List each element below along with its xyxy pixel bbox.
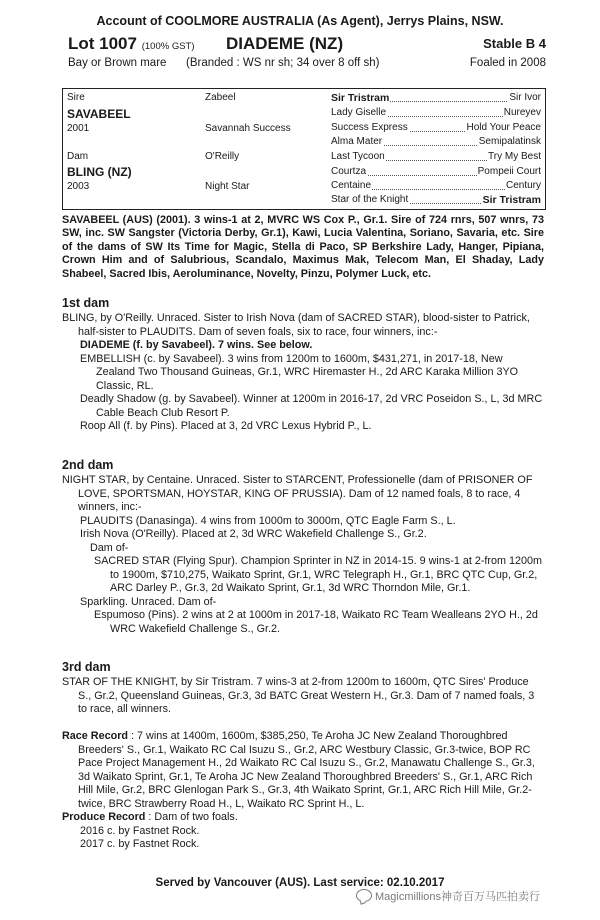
sire-dam: Savannah Success — [205, 123, 291, 134]
progeny-espumoso: Espumoso (Pins). 2 wins at 2 at 1000m in 2017-18, Waikato RC Team Wealleans 2YO H., 2d WRC Wakefield Challenge S., Gr.2. — [94, 609, 538, 635]
gen3-name: Last Tycoon — [331, 151, 385, 162]
progeny-sacred-star: SACRED STAR (Flying Spur). Champion Sprinter in NZ in 2014-15. 9 wins-1 at 2-from 1200m to 1900m, $710,275, Waikato Sprint, Gr.1, WRC Telegraph H., Gr.1, BRC QTC Cup, Gr.2, ARC Darley P., Gr.3, 2d Waikato Sprint, Gr.1, 3d WRC Thorndon Mile, Gr.1. — [94, 555, 543, 594]
produce-record-text: : Dam of two foals. — [148, 811, 238, 823]
gen3-row — [331, 151, 541, 164]
gst-note: (100% GST) — [141, 41, 195, 52]
gen3-sire: Sir Tristram — [482, 194, 541, 206]
gen3-name: Sir Tristram — [331, 92, 390, 104]
watermark-text: Magicmillions神奇百万马匹拍卖行 — [375, 891, 541, 903]
produce-record — [62, 811, 544, 825]
dam-name: BLING (NZ) — [67, 165, 132, 179]
third-dam-intro: STAR OF THE KNIGHT, by Sir Tristram. 7 wins-3 at 2-from 1200m to 1600m, QTC Sires' Produce S., Gr.2, Queensland Guineas, Gr.3, 3d BATC Great Western H., Gr.3. Dam of 7 named foals, 3 to race, all winners. — [62, 676, 535, 715]
gen3-sire: Century — [505, 180, 541, 191]
progeny-diademe: DIADEME (f. by Savabeel). 7 wins. See below. — [80, 339, 313, 351]
gen3-row — [331, 107, 541, 120]
brand-info: (Branded : WS nr sh; 34 over 8 off sh) — [186, 57, 380, 69]
gen3-sire: Semipalatinsk — [478, 136, 541, 147]
dam-of-note: Dam of- — [90, 541, 129, 554]
gen3-row — [331, 136, 541, 149]
dam-sire: O'Reilly — [205, 151, 240, 162]
gen3-name: Success Express — [331, 122, 408, 133]
gen3-row — [331, 194, 541, 207]
produce-item: 2016 c. by Fastnet Rock. — [80, 824, 200, 837]
second-dam-section — [62, 474, 544, 636]
dam-dam: Night Star — [205, 181, 250, 192]
horse-name: DIADEME (NZ) — [226, 34, 344, 53]
watermark — [356, 888, 540, 904]
gen3-row — [331, 92, 541, 105]
sire-label: Sire — [67, 92, 85, 103]
foaled-year: Foaled in 2008 — [469, 57, 546, 69]
sire-year: 2001 — [67, 123, 90, 134]
stable-location: Stable B 4 — [483, 36, 546, 51]
dam-year: 2003 — [67, 181, 90, 192]
gen3-name: Star of the Knight — [331, 194, 409, 205]
lot-number — [68, 34, 195, 54]
gen3-sire: Nureyev — [503, 107, 541, 118]
race-record — [62, 730, 544, 811]
second-dam-intro: NIGHT STAR, by Centaine. Unraced. Sister to STARCENT, Professionelle (dam of PRISONER OF LOVE, SPORTSMAN, HOYSTAR, KING OF PRUSSIA). Dam of 12 named foals, 8 to race, 4 winners, inc:- — [62, 474, 533, 513]
second-dam-heading: 2nd dam — [62, 458, 114, 472]
wechat-icon — [356, 889, 372, 902]
gen3-name: Alma Mater — [331, 136, 383, 147]
lot-line — [68, 34, 546, 56]
sex-colour: Bay or Brown mare — [68, 57, 167, 69]
gen3-row — [331, 166, 541, 179]
progeny-plaudits: PLAUDITS (Danasinga). 4 wins from 1000m to 3000m, QTC Eagle Farm S., L. — [80, 514, 456, 527]
dam-label: Dam — [67, 151, 89, 162]
progeny-irish-nova: Irish Nova (O'Reilly). Placed at 2, 3d WRC Wakefield Challenge S., Gr.2. — [80, 528, 427, 540]
first-dam-heading: 1st dam — [62, 296, 110, 310]
pedigree-box — [62, 88, 546, 210]
lot-label: Lot 1007 — [68, 34, 137, 53]
gen3-name: Lady Giselle — [331, 107, 387, 118]
gen3-sire: Sir Ivor — [509, 92, 541, 103]
gen3-sire: Try My Best — [488, 151, 541, 162]
gen3-row — [331, 122, 541, 135]
gen3-row — [331, 180, 541, 193]
third-dam-section — [62, 676, 544, 717]
race-record-label: Race Record — [62, 730, 129, 742]
produce-record-label: Produce Record — [62, 811, 146, 823]
race-record-section — [62, 730, 544, 852]
gen3-sire: Pompeii Court — [477, 166, 541, 177]
served-by-line: Served by Vancouver (AUS). Last service: 02.10.2017 — [155, 877, 445, 889]
sire-name: SAVABEEL — [67, 107, 131, 121]
first-dam-intro: BLING, by O'Reilly. Unraced. Sister to Irish Nova (dam of SACRED STAR), blood-sister to Patrick, half-sister to PLAUDITS. Dam of seven foals, six to race, four winners, inc:- — [62, 312, 530, 338]
produce-item: 2017 c. by Fastnet Rock. — [80, 838, 200, 850]
progeny-embellish: EMBELLISH (c. by Savabeel). 3 wins from 1200m to 1600m, $431,271, in 2017-18, New Zealand Two Thousand Guineas, Gr.1, WRC Hiremaster H., 2d ARC Karaka Million 3YO Classic, RL. — [80, 352, 519, 392]
gen3-name: Courtza — [331, 166, 367, 177]
sire-sire: Zabeel — [205, 92, 236, 103]
progeny-deadly-shadow: Deadly Shadow (g. by Savabeel). Winner at 1200m in 2016-17, 2d VRC Poseidon S., L, 3d MRC Cable Beach Club Resort P. — [80, 393, 543, 419]
first-dam-section — [62, 312, 544, 434]
gen3-name: Centaine — [331, 180, 372, 191]
progeny-roop-all: Roop All (f. by Pins). Placed at 3, 2d VRC Lexus Hybrid P., L. — [80, 420, 372, 432]
race-record-text: : 7 wins at 1400m, 1600m, $385,250, Te Aroha JC New Zealand Thoroughbred Breeders' S., Gr.1, Waikato RC Cal Isuzu S., Gr.2, ARC Westbury Classic, Gr.3-twice, BOP RC Pace Project Management H., 2d Waikato RC Cal Isuzu S., Gr.2, Manawatu Challenge S., Gr.3, 3d Waikato Sprint, Gr.1, Te Aroha JC New Zealand Thoroughbred Breeders' S., Gr.1, ARC Rich Hill Mile, Gr.2, BRC Glenlogan Park S., Gr.3, 4th Waikato Sprint, Gr.1, ARC Rich Hill Mile, Gr.2-twice, BRC Strawberry Road H., L, Waikato RC Sprint H., L. — [78, 730, 535, 810]
progeny-sparkling: Sparkling. Unraced. Dam of- — [80, 595, 217, 608]
consignor-line: Account of COOLMORE AUSTRALIA (As Agent), Jerrys Plains, NSW. — [96, 14, 504, 28]
sire-report: SAVABEEL (AUS) (2001). 3 wins-1 at 2, MVRC WS Cox P., Gr.1. Sire of 724 rnrs, 507 wnrs, 73 SW, inc. SW Sangster (Victoria Derby, Gr.1), Kawi, Lucia Valentina, Soriano, Savaria, etc. Sire of the dams of SW Its Time for Magic, Stella di Paco, SP Berkshire Lady, Hanger, Pipiana, Crown Him and of Salubrious, Scandalo, Maximus Mak, Telecom Man, El Shaday, Lady Shabeel, Sacred Ibis, Aeroluminance, Novelty, Pinzu, Polymer Luck, etc. — [62, 214, 544, 280]
gen3-sire: Hold Your Peace — [466, 122, 541, 133]
third-dam-heading: 3rd dam — [62, 660, 111, 674]
